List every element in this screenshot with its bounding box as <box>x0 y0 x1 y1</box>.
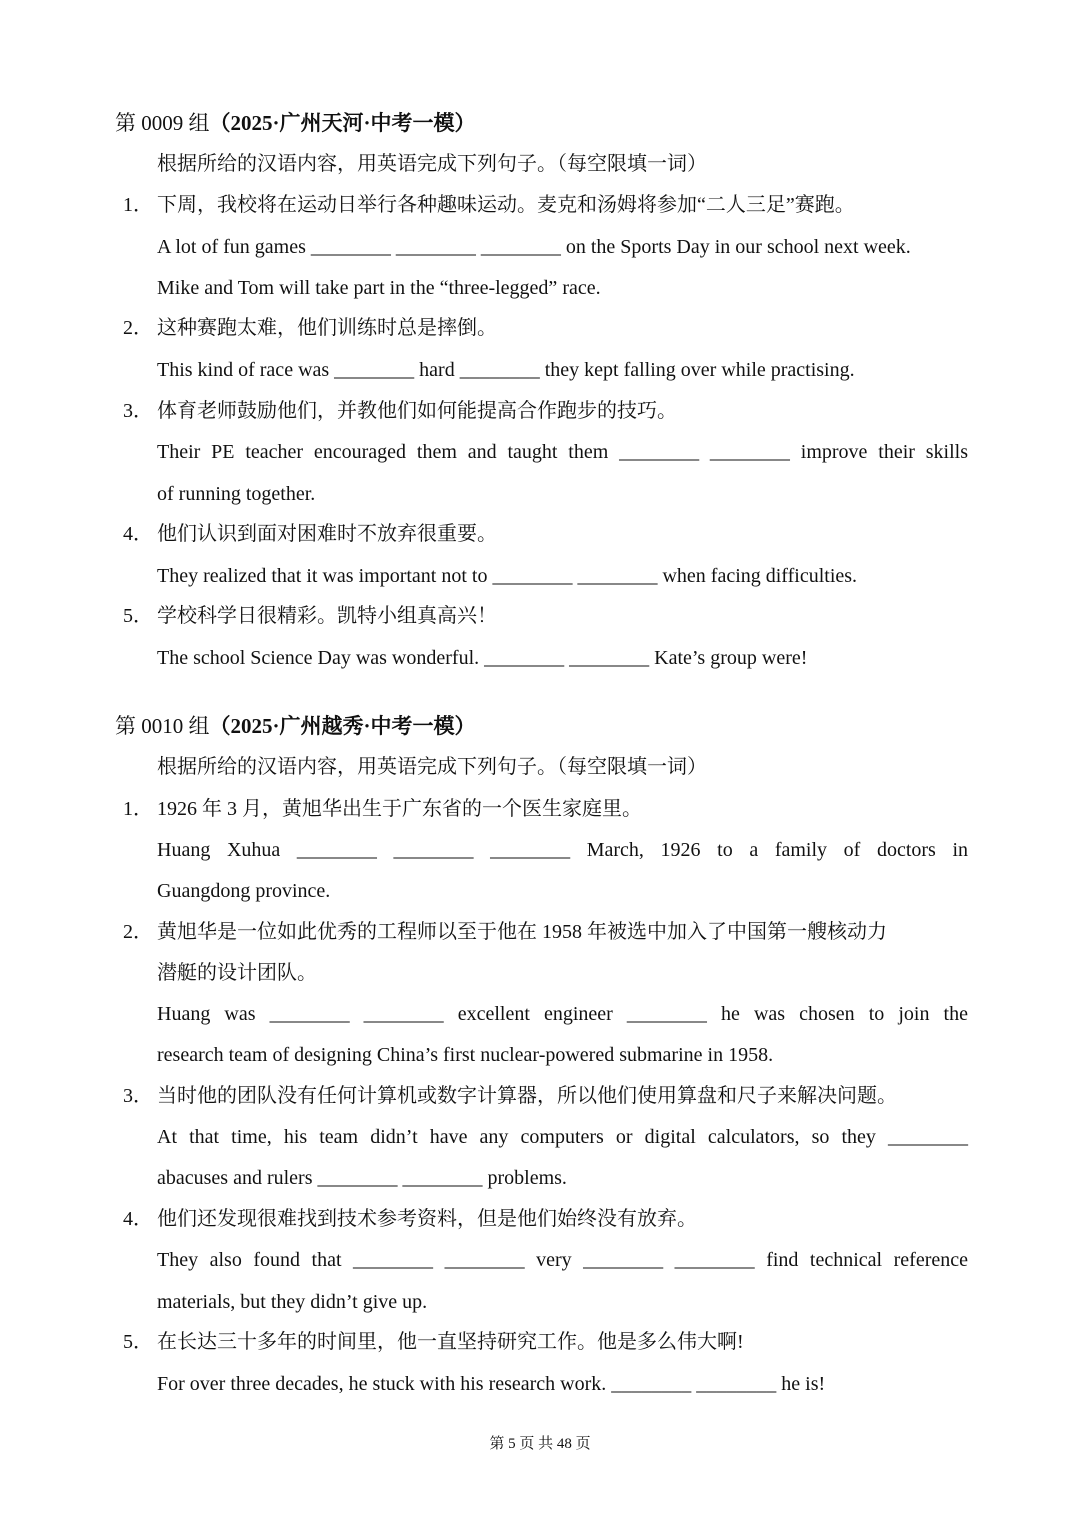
item-number: 3． <box>123 400 153 422</box>
item-number: 3． <box>123 1085 153 1107</box>
chinese-prompt: 他们还发现很难找到技术参考资料，但是他们始终没有放弃。 <box>157 1208 697 1230</box>
item-number: 4． <box>123 523 153 545</box>
english-sentence: Their PE teacher encouraged them and taught them ________ ________ improve their skills <box>157 441 968 463</box>
item-number: 2． <box>123 921 153 943</box>
english-sentence: A lot of fun games ________ ________ ________ on the Sports Day in our school next week. <box>157 236 911 258</box>
group-source: （2025·广州天河·中考一模） <box>209 111 476 135</box>
english-sentence: Guangdong province. <box>157 880 331 902</box>
group-source: （2025·广州越秀·中考一模） <box>209 714 476 738</box>
english-sentence: At that time, his team didn’t have any computers or digital calculators, so they ________ <box>157 1126 968 1148</box>
english-sentence: They also found that ________ ________ very ________ ________ find technical reference <box>157 1249 968 1271</box>
instruction: 根据所给的汉语内容，用英语完成下列句子。（每空限填一词） <box>157 756 707 778</box>
english-sentence: materials, but they didn’t give up. <box>157 1291 428 1313</box>
english-sentence: research team of designing China’s first nuclear-powered submarine in 1958. <box>157 1044 774 1066</box>
chinese-prompt: 黄旭华是一位如此优秀的工程师以至于他在 1958 年被选中加入了中国第一艘核动力 <box>157 921 887 943</box>
chinese-prompt: 1926 年 3 月，黄旭华出生于广东省的一个医生家庭里。 <box>157 798 642 820</box>
item-number: 1． <box>123 798 153 820</box>
english-sentence: This kind of race was ________ hard ________ they kept falling over while practising. <box>157 359 855 381</box>
english-sentence: Mike and Tom will take part in the “three-legged” race. <box>157 277 601 299</box>
group-label: 第 0009 组 <box>115 111 210 135</box>
english-sentence: For over three decades, he stuck with his research work. ________ ________ he is! <box>157 1373 826 1395</box>
english-sentence: They realized that it was important not to ________ ________ when facing difficulties. <box>157 565 858 587</box>
chinese-prompt: 潜艇的设计团队。 <box>157 962 317 984</box>
english-sentence: abacuses and rulers ________ ________ problems. <box>157 1167 567 1189</box>
chinese-prompt: 学校科学日很精彩。凯特小组真高兴！ <box>157 605 497 627</box>
chinese-prompt: 下周，我校将在运动日举行各种趣味运动。麦克和汤姆将参加“二人三足”赛跑。 <box>157 194 855 216</box>
english-sentence: of running together. <box>157 483 316 505</box>
group-heading <box>115 108 476 138</box>
chinese-prompt: 在长达三十多年的时间里，他一直坚持研究工作。他是多么伟大啊! <box>157 1331 744 1353</box>
item-number: 2． <box>123 317 153 339</box>
item-number: 5． <box>123 605 153 627</box>
instruction: 根据所给的汉语内容，用英语完成下列句子。（每空限填一词） <box>157 153 707 175</box>
english-sentence: Huang was ________ ________ excellent engineer ________ he was chosen to join the <box>157 1003 968 1025</box>
group-heading <box>115 711 476 741</box>
page-footer: 第 5 页 共 48 页 <box>489 1436 591 1452</box>
group-label: 第 0010 组 <box>115 714 210 738</box>
english-sentence: Huang Xuhua ________ ________ ________ March, 1926 to a family of doctors in <box>157 839 968 861</box>
english-sentence: The school Science Day was wonderful. ________ ________ Kate’s group were! <box>157 647 808 669</box>
chinese-prompt: 当时他的团队没有任何计算机或数字计算器，所以他们使用算盘和尺子来解决问题。 <box>157 1085 897 1107</box>
item-number: 1． <box>123 194 153 216</box>
chinese-prompt: 他们认识到面对困难时不放弃很重要。 <box>157 523 497 545</box>
chinese-prompt: 体育老师鼓励他们，并教他们如何能提高合作跑步的技巧。 <box>157 400 677 422</box>
chinese-prompt: 这种赛跑太难，他们训练时总是摔倒。 <box>157 317 497 339</box>
item-number: 5． <box>123 1331 153 1353</box>
item-number: 4． <box>123 1208 153 1230</box>
